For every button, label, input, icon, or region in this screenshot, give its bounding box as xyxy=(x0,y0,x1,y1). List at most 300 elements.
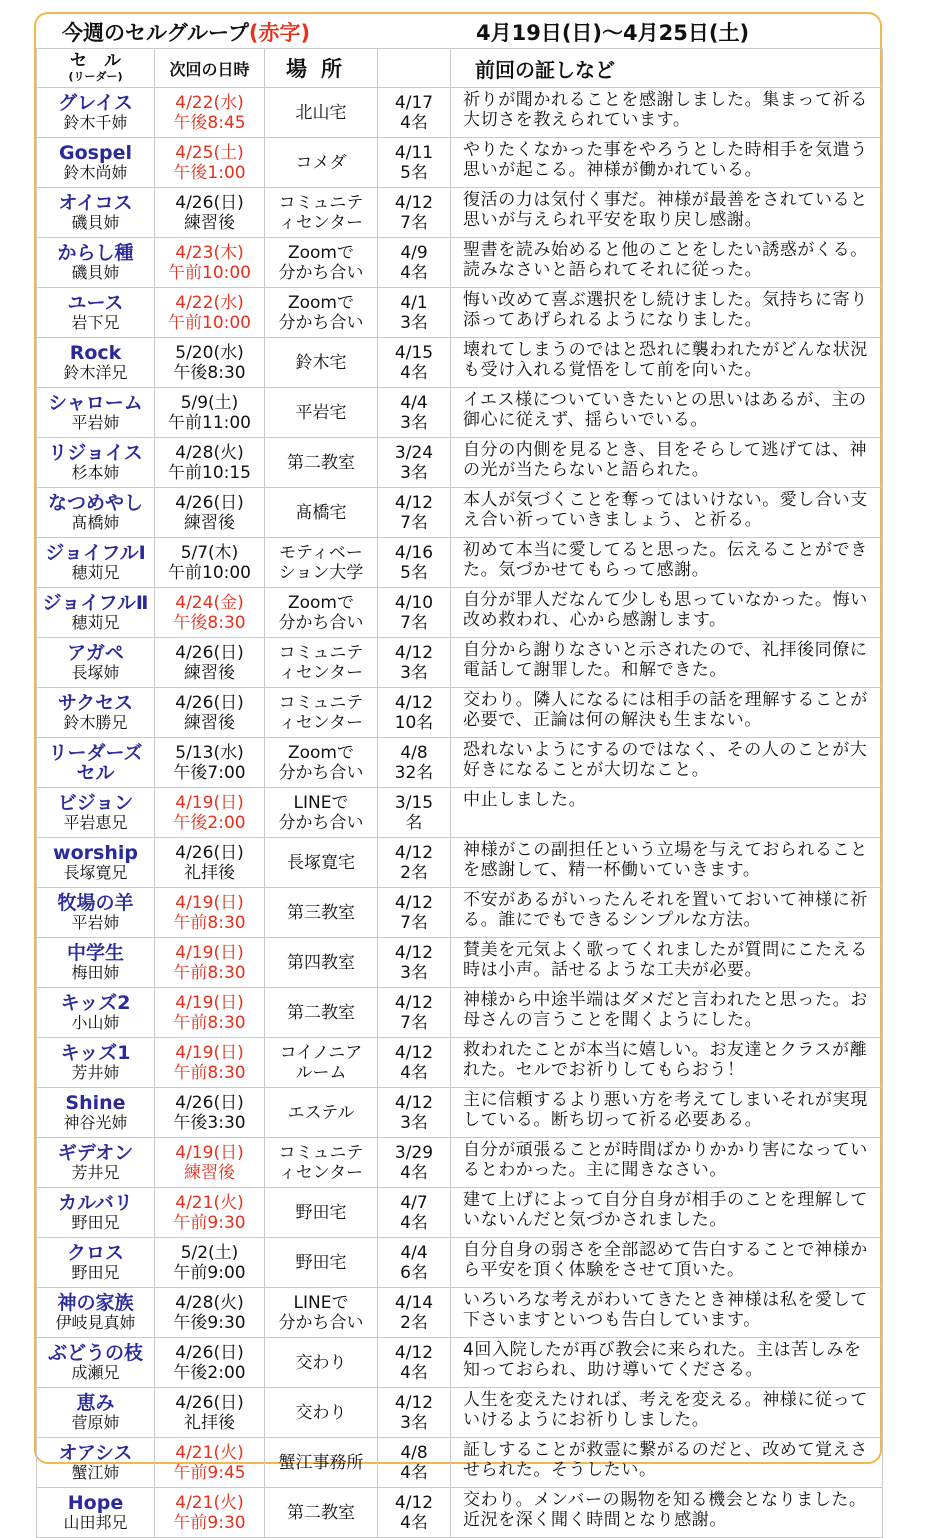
place: モティベー ション大学 xyxy=(265,538,378,588)
table-row xyxy=(37,188,883,238)
cell-name-cell xyxy=(37,1038,155,1088)
next-meeting-cell xyxy=(155,1238,265,1288)
cell-group-name: 神の家族 xyxy=(57,1291,134,1314)
cell-group-name: アガペ xyxy=(67,641,124,664)
cell-leader: 菅原姉 xyxy=(71,1412,120,1432)
next-date: 4/19(日) xyxy=(175,792,244,813)
prev-meeting-cell xyxy=(378,638,451,688)
prev-date: 4/8 xyxy=(400,742,428,763)
place: 平岩宅 xyxy=(265,388,378,438)
testimony: 救われたことが本当に嬉しい。お友達とクラスが離れた。セルでお祈りしてもらおう！ xyxy=(451,1038,883,1088)
table-row xyxy=(37,788,883,838)
next-time: 礼拝後 xyxy=(184,1412,235,1433)
prev-meeting-cell xyxy=(378,388,451,438)
prev-meeting-cell xyxy=(378,88,451,138)
place: Zoomで 分かち合い xyxy=(265,238,378,288)
cell-group-name: オアシス xyxy=(58,1441,133,1464)
prev-count: 10名 xyxy=(394,712,434,733)
table-row xyxy=(37,1038,883,1088)
prev-date: 4/12 xyxy=(394,1342,434,1363)
place: エステル xyxy=(265,1088,378,1138)
table-row xyxy=(37,1388,883,1438)
prev-count: 4名 xyxy=(400,362,428,383)
testimony: 壊れてしまうのではと恐れに襲われたがどんな状況も受け入れる覚悟をして前を向いた。 xyxy=(451,338,883,388)
place: コミュニテ ィセンター xyxy=(265,688,378,738)
cell-name-cell xyxy=(37,588,155,638)
cell-leader: 長塚姉 xyxy=(71,662,120,682)
next-meeting-cell xyxy=(155,938,265,988)
place: コメダ xyxy=(265,138,378,188)
cell-group-name: サクセス xyxy=(57,691,134,714)
prev-meeting-cell xyxy=(378,1088,451,1138)
cell-group-name: ユース xyxy=(67,291,124,314)
cell-name-cell xyxy=(37,988,155,1038)
testimony: 復活の力は気付く事だ。神様が最善をされていると思いが与えられ平安を取り戻し感謝。 xyxy=(451,188,883,238)
cell-leader: 杉本姉 xyxy=(71,462,120,482)
next-time: 午前10:15 xyxy=(168,462,251,483)
prev-date: 4/1 xyxy=(400,292,428,313)
cell-name-cell xyxy=(37,688,155,738)
testimony: 神様がこの副担任という立場を与えておられることを感謝して、精一杯働いていきます。 xyxy=(451,838,883,888)
prev-meeting-cell xyxy=(378,488,451,538)
next-meeting-cell xyxy=(155,338,265,388)
next-date: 4/21(火) xyxy=(175,1442,244,1463)
place: コミュニテ ィセンター xyxy=(265,1138,378,1188)
prev-count: 3名 xyxy=(400,312,428,333)
next-date: 5/2(土) xyxy=(180,1242,239,1263)
cell-group-name: ギデオン xyxy=(57,1141,134,1164)
next-date: 4/19(日) xyxy=(175,892,244,913)
header-time: 次回の日時 xyxy=(155,49,265,88)
prev-meeting-cell xyxy=(378,1388,451,1438)
prev-date: 4/12 xyxy=(394,1392,434,1413)
place: 第二教室 xyxy=(265,438,378,488)
testimony: 中止しました。 xyxy=(451,788,883,838)
table-row xyxy=(37,1188,883,1238)
prev-date: 4/15 xyxy=(394,342,434,363)
cell-name-cell xyxy=(37,438,155,488)
prev-count: 4名 xyxy=(400,1062,428,1083)
prev-date: 4/17 xyxy=(394,92,434,113)
cell-leader: 芳井姉 xyxy=(71,1062,120,1082)
cell-leader: 神谷光姉 xyxy=(63,1112,128,1132)
next-date: 4/26(日) xyxy=(175,1392,244,1413)
table-row xyxy=(37,838,883,888)
next-date: 4/28(火) xyxy=(175,442,244,463)
prev-meeting-cell xyxy=(378,188,451,238)
prev-count: 3名 xyxy=(400,962,428,983)
cell-leader: 野田兄 xyxy=(71,1262,120,1282)
testimony: 恐れないようにするのではなく、その人のことが大好きになることが大切なこと。 xyxy=(451,738,883,788)
testimony: 祈りが聞かれることを感謝しました。集まって祈る大切さを教えられています。 xyxy=(451,88,883,138)
prev-meeting-cell xyxy=(378,588,451,638)
testimony: 聖書を読み始めると他のことをしたい誘惑がくる。読みなさいと語られてそれに従った。 xyxy=(451,238,883,288)
prev-meeting-cell xyxy=(378,738,451,788)
next-meeting-cell xyxy=(155,538,265,588)
cell-name-cell xyxy=(37,1138,155,1188)
prev-date: 4/14 xyxy=(394,1292,434,1313)
table-row xyxy=(37,688,883,738)
next-time: 午前8:30 xyxy=(173,1062,246,1083)
next-time: 午後2:00 xyxy=(173,812,246,833)
prev-count: 32名 xyxy=(394,762,434,783)
testimony: 交わり。メンバーの賜物を知る機会となりました。近況を深く聞く時間となり感謝。 xyxy=(451,1488,883,1538)
next-time: 練習後 xyxy=(184,662,235,683)
cell-name-cell xyxy=(37,288,155,338)
next-meeting-cell xyxy=(155,1388,265,1438)
next-date: 5/9(土) xyxy=(180,392,239,413)
cell-leader: 鈴木洋兄 xyxy=(63,362,128,382)
place: Zoomで 分かち合い xyxy=(265,738,378,788)
prev-meeting-cell xyxy=(378,988,451,1038)
next-meeting-cell xyxy=(155,1488,265,1538)
testimony: 悔い改めて喜ぶ選択をし続けました。気持ちに寄り添ってあげられるようになりました。 xyxy=(451,288,883,338)
cell-leader: 野田兄 xyxy=(71,1212,120,1232)
testimony: 初めて本当に愛してると思った。伝えることができた。気づかせてもらって感謝。 xyxy=(451,538,883,588)
table-row xyxy=(37,388,883,438)
next-date: 4/19(日) xyxy=(175,942,244,963)
cell-group-name: worship xyxy=(53,841,138,864)
cell-leader: セル xyxy=(76,761,115,784)
place: コミュニテ ィセンター xyxy=(265,188,378,238)
prev-count: 2名 xyxy=(400,1312,428,1333)
next-date: 4/19(日) xyxy=(175,1042,244,1063)
prev-date: 3/15 xyxy=(394,792,434,813)
prev-meeting-cell xyxy=(378,1488,451,1538)
next-meeting-cell xyxy=(155,388,265,438)
next-date: 4/28(火) xyxy=(175,1292,244,1313)
cell-name-cell xyxy=(37,1488,155,1538)
next-time: 礼拝後 xyxy=(184,862,235,883)
next-date: 5/7(木) xyxy=(180,542,239,563)
prev-count: 7名 xyxy=(400,612,428,633)
prev-meeting-cell xyxy=(378,288,451,338)
table-row xyxy=(37,288,883,338)
cell-name-cell xyxy=(37,338,155,388)
next-time: 練習後 xyxy=(184,712,235,733)
testimony: 建て上げによって自分自身が相手のことを理解していないんだと気づかされました。 xyxy=(451,1188,883,1238)
next-meeting-cell xyxy=(155,888,265,938)
next-date: 4/26(日) xyxy=(175,192,244,213)
next-meeting-cell xyxy=(155,188,265,238)
header-cell xyxy=(37,49,155,88)
prev-meeting-cell xyxy=(378,438,451,488)
testimony: 自分から謝りなさいと示されたので、礼拝後同僚に電話して謝罪した。和解できた。 xyxy=(451,638,883,688)
next-meeting-cell xyxy=(155,688,265,738)
place: 交わり xyxy=(265,1338,378,1388)
prev-date: 4/10 xyxy=(394,592,434,613)
cell-group-name: オイコス xyxy=(58,191,133,214)
next-time: 午後8:30 xyxy=(173,362,246,383)
cell-group-name: 牧場の羊 xyxy=(57,891,134,914)
place: 北山宅 xyxy=(265,88,378,138)
next-time: 午後8:45 xyxy=(173,112,246,133)
place: 蟹江事務所 xyxy=(265,1438,378,1488)
table-row xyxy=(37,1288,883,1338)
next-time: 午前10:00 xyxy=(168,562,251,583)
next-meeting-cell xyxy=(155,1138,265,1188)
prev-meeting-cell xyxy=(378,1138,451,1188)
table-row xyxy=(37,438,883,488)
place: 髙橋宅 xyxy=(265,488,378,538)
cell-leader: 山田邦兄 xyxy=(63,1512,128,1532)
cell-group-name: グレイス xyxy=(58,91,133,114)
cell-name-cell xyxy=(37,188,155,238)
testimony: 人生を変えたければ、考えを変える。神様に従っていけるようにお祈りしました。 xyxy=(451,1388,883,1438)
next-date: 4/25(土) xyxy=(175,142,244,163)
cell-leader: 磯貝姉 xyxy=(71,262,120,282)
prev-count: 4名 xyxy=(400,1212,428,1233)
next-time: 午後3:30 xyxy=(173,1112,246,1133)
prev-count: 4名 xyxy=(400,262,428,283)
place: 鈴木宅 xyxy=(265,338,378,388)
prev-count: 6名 xyxy=(400,1262,428,1283)
prev-date: 4/8 xyxy=(400,1442,428,1463)
prev-meeting-cell xyxy=(378,138,451,188)
prev-date: 4/4 xyxy=(400,1242,428,1263)
cell-name-cell xyxy=(37,638,155,688)
prev-count: 3名 xyxy=(400,662,428,683)
cell-name-cell xyxy=(37,938,155,988)
place: 長塚寛宅 xyxy=(265,838,378,888)
next-date: 4/21(火) xyxy=(175,1192,244,1213)
table-row xyxy=(37,488,883,538)
table-row xyxy=(37,88,883,138)
next-time: 午後1:00 xyxy=(173,162,246,183)
title-bar xyxy=(36,14,880,48)
prev-date: 4/12 xyxy=(394,192,434,213)
prev-date: 4/12 xyxy=(394,992,434,1013)
testimony: イエス様についていきたいとの思いはあるが、主の御心に従えず、揺らいでいる。 xyxy=(451,388,883,438)
next-time: 午後2:00 xyxy=(173,1362,246,1383)
cell-group-name: カルバリ xyxy=(58,1191,133,1214)
cell-name-cell xyxy=(37,1338,155,1388)
place: 第二教室 xyxy=(265,1488,378,1538)
place: 野田宅 xyxy=(265,1238,378,1288)
table-row xyxy=(37,938,883,988)
next-date: 4/23(木) xyxy=(175,242,244,263)
place: 第四教室 xyxy=(265,938,378,988)
table-row xyxy=(37,238,883,288)
place: Zoomで 分かち合い xyxy=(265,588,378,638)
prev-date: 4/12 xyxy=(394,842,434,863)
next-meeting-cell xyxy=(155,138,265,188)
header-place: 場所 xyxy=(265,49,378,88)
cell-name-cell xyxy=(37,1388,155,1438)
cell-leader: 梅田姉 xyxy=(71,962,120,982)
cell-leader: 蟹江姉 xyxy=(71,1462,120,1482)
prev-count: 3名 xyxy=(400,412,428,433)
next-time: 午前9:30 xyxy=(173,1212,246,1233)
next-meeting-cell xyxy=(155,1088,265,1138)
next-date: 4/26(日) xyxy=(175,492,244,513)
next-date: 4/26(日) xyxy=(175,1092,244,1113)
cell-group-name: リーダーズ xyxy=(48,741,143,764)
cell-leader: 成瀬兄 xyxy=(71,1362,120,1382)
prev-count: 4名 xyxy=(400,1462,428,1483)
prev-meeting-cell xyxy=(378,838,451,888)
prev-count: 3名 xyxy=(400,462,428,483)
table-row xyxy=(37,138,883,188)
testimony: 神様から中途半端はダメだと言われたと思った。お母さんの言うことを聞くようにした。 xyxy=(451,988,883,1038)
prev-date: 4/11 xyxy=(394,142,434,163)
prev-meeting-cell xyxy=(378,238,451,288)
prev-meeting-cell xyxy=(378,1238,451,1288)
next-time: 午前9:30 xyxy=(173,1512,246,1533)
prev-date: 4/12 xyxy=(394,642,434,663)
cell-group-name: ぶどうの枝 xyxy=(47,1341,143,1364)
title-red-note: (赤字) xyxy=(248,21,311,45)
testimony: 証しすることが救霊に繋がるのだと、改めて覚えさせられた。そうしたい。 xyxy=(451,1438,883,1488)
cell-name-cell xyxy=(37,1088,155,1138)
cell-leader: 平岩姉 xyxy=(71,412,120,432)
cell-group-name: ジョイフルⅡ xyxy=(42,591,149,614)
testimony: 自分が罪人だなんて少しも思っていなかった。悔い改め救われ、心から感謝します。 xyxy=(451,588,883,638)
cell-name-cell xyxy=(37,1238,155,1288)
cell-group-name: Shine xyxy=(65,1091,126,1114)
prev-meeting-cell xyxy=(378,788,451,838)
prev-count: 5名 xyxy=(400,162,428,183)
cell-group-name: Rock xyxy=(69,341,122,364)
cell-group-name: Gospel xyxy=(59,141,132,164)
cell-name-cell xyxy=(37,388,155,438)
cell-leader: 小山姉 xyxy=(71,1012,120,1032)
testimony: 賛美を元気よく歌ってくれましたが質問にこたえる時は小声。話せるような工夫が必要。 xyxy=(451,938,883,988)
cell-leader: 芳井兄 xyxy=(71,1162,120,1182)
cell-group-name: Hope xyxy=(67,1491,124,1514)
prev-date: 4/12 xyxy=(394,942,434,963)
table-row xyxy=(37,1488,883,1538)
cell-leader: 長塚寛兄 xyxy=(63,862,128,882)
place: LINEで 分かち合い xyxy=(265,788,378,838)
cell-leader: 平岩姉 xyxy=(71,912,120,932)
prev-date: 3/29 xyxy=(394,1142,434,1163)
next-meeting-cell xyxy=(155,88,265,138)
cell-name-cell xyxy=(37,1188,155,1238)
prev-meeting-cell xyxy=(378,538,451,588)
testimony: 主に信頼するより悪い方を考えてしまいそれが実現している。断ち切って祈る必要ある。 xyxy=(451,1088,883,1138)
table-row xyxy=(37,338,883,388)
cell-leader: 穂苅兄 xyxy=(71,562,120,582)
page-title xyxy=(62,17,310,47)
table-row xyxy=(37,888,883,938)
next-time: 午前9:45 xyxy=(173,1462,246,1483)
place: 交わり xyxy=(265,1388,378,1438)
cell-name-cell xyxy=(37,488,155,538)
prev-count: 名 xyxy=(405,812,423,833)
header-cell-sublabel: (リーダー) xyxy=(68,70,123,84)
prev-date: 4/4 xyxy=(400,392,428,413)
cell-leader: 鈴木勝兄 xyxy=(63,712,128,732)
next-time: 練習後 xyxy=(184,512,235,533)
cell-group-name: クロス xyxy=(66,1241,124,1264)
next-time: 練習後 xyxy=(184,1162,235,1183)
next-date: 4/26(日) xyxy=(175,842,244,863)
table-row xyxy=(37,1338,883,1388)
prev-count: 4名 xyxy=(400,112,428,133)
prev-date: 4/7 xyxy=(400,1192,428,1213)
testimony: 不安があるがいったんそれを置いておいて神様に祈る。誰にでもできるシンプルな方法。 xyxy=(451,888,883,938)
prev-date: 4/12 xyxy=(394,492,434,513)
place: Zoomで 分かち合い xyxy=(265,288,378,338)
prev-meeting-cell xyxy=(378,1288,451,1338)
cell-name-cell xyxy=(37,1288,155,1338)
next-date: 4/19(日) xyxy=(175,992,244,1013)
next-time: 午前9:00 xyxy=(173,1262,246,1283)
next-meeting-cell xyxy=(155,1038,265,1088)
prev-meeting-cell xyxy=(378,688,451,738)
table-row xyxy=(37,738,883,788)
cell-name-cell xyxy=(37,138,155,188)
prev-count: 7名 xyxy=(400,512,428,533)
next-meeting-cell xyxy=(155,588,265,638)
prev-date: 4/12 xyxy=(394,892,434,913)
next-time: 午後9:30 xyxy=(173,1312,246,1333)
next-date: 4/26(日) xyxy=(175,1342,244,1363)
cell-group-name: ジョイフルⅠ xyxy=(45,541,146,564)
prev-count: 4名 xyxy=(400,1512,428,1533)
prev-meeting-cell xyxy=(378,1188,451,1238)
next-meeting-cell xyxy=(155,788,265,838)
cell-group-name: 中学生 xyxy=(66,941,124,964)
testimony: やりたくなかった事をやろうとした時相手を気遣う思いが起こる。神様が働かれている。 xyxy=(451,138,883,188)
table-header-row xyxy=(37,49,883,88)
place: コミュニテ ィセンター xyxy=(265,638,378,688)
testimony: いろいろな考えがわいてきたとき神様は私を愛して下さいますといつも告白しています。 xyxy=(451,1288,883,1338)
next-time: 午前10:00 xyxy=(168,262,251,283)
table-row xyxy=(37,1138,883,1188)
next-meeting-cell xyxy=(155,988,265,1038)
prev-count: 7名 xyxy=(400,1012,428,1033)
next-time: 午前8:30 xyxy=(173,1012,246,1033)
prev-date: 4/16 xyxy=(394,542,434,563)
cell-leader: 鈴木尚姉 xyxy=(63,162,128,182)
next-time: 練習後 xyxy=(184,212,235,233)
next-time: 午後7:00 xyxy=(173,762,246,783)
place: 第二教室 xyxy=(265,988,378,1038)
cell-group-name: キッズ2 xyxy=(60,991,131,1014)
prev-meeting-cell xyxy=(378,938,451,988)
cell-leader: 鈴木千姉 xyxy=(63,112,128,132)
table-row xyxy=(37,1438,883,1488)
next-time: 午後8:30 xyxy=(173,612,246,633)
cell-name-cell xyxy=(37,888,155,938)
next-time: 午前10:00 xyxy=(168,312,251,333)
header-testimony: 前回の証しなど xyxy=(451,49,883,88)
table-row xyxy=(37,1088,883,1138)
cell-name-cell xyxy=(37,1438,155,1488)
next-meeting-cell xyxy=(155,1188,265,1238)
prev-count: 3名 xyxy=(400,1112,428,1133)
cell-name-cell xyxy=(37,788,155,838)
prev-count: 7名 xyxy=(400,912,428,933)
place: 第三教室 xyxy=(265,888,378,938)
cell-leader: 平岩恵兄 xyxy=(63,812,128,832)
cell-group-name: リジョイス xyxy=(48,441,143,464)
next-meeting-cell xyxy=(155,838,265,888)
date-range: 4月19日(日)～4月25日(土) xyxy=(476,21,750,45)
prev-count: 3名 xyxy=(400,1412,428,1433)
next-meeting-cell xyxy=(155,1288,265,1338)
prev-date: 4/12 xyxy=(394,1042,434,1063)
table-row xyxy=(37,988,883,1038)
prev-count: 5名 xyxy=(400,562,428,583)
next-meeting-cell xyxy=(155,488,265,538)
next-date: 4/21(火) xyxy=(175,1492,244,1513)
cell-leader: 穂苅兄 xyxy=(71,612,120,632)
cell-group-name: 恵み xyxy=(76,1391,115,1414)
next-time: 午前8:30 xyxy=(173,912,246,933)
